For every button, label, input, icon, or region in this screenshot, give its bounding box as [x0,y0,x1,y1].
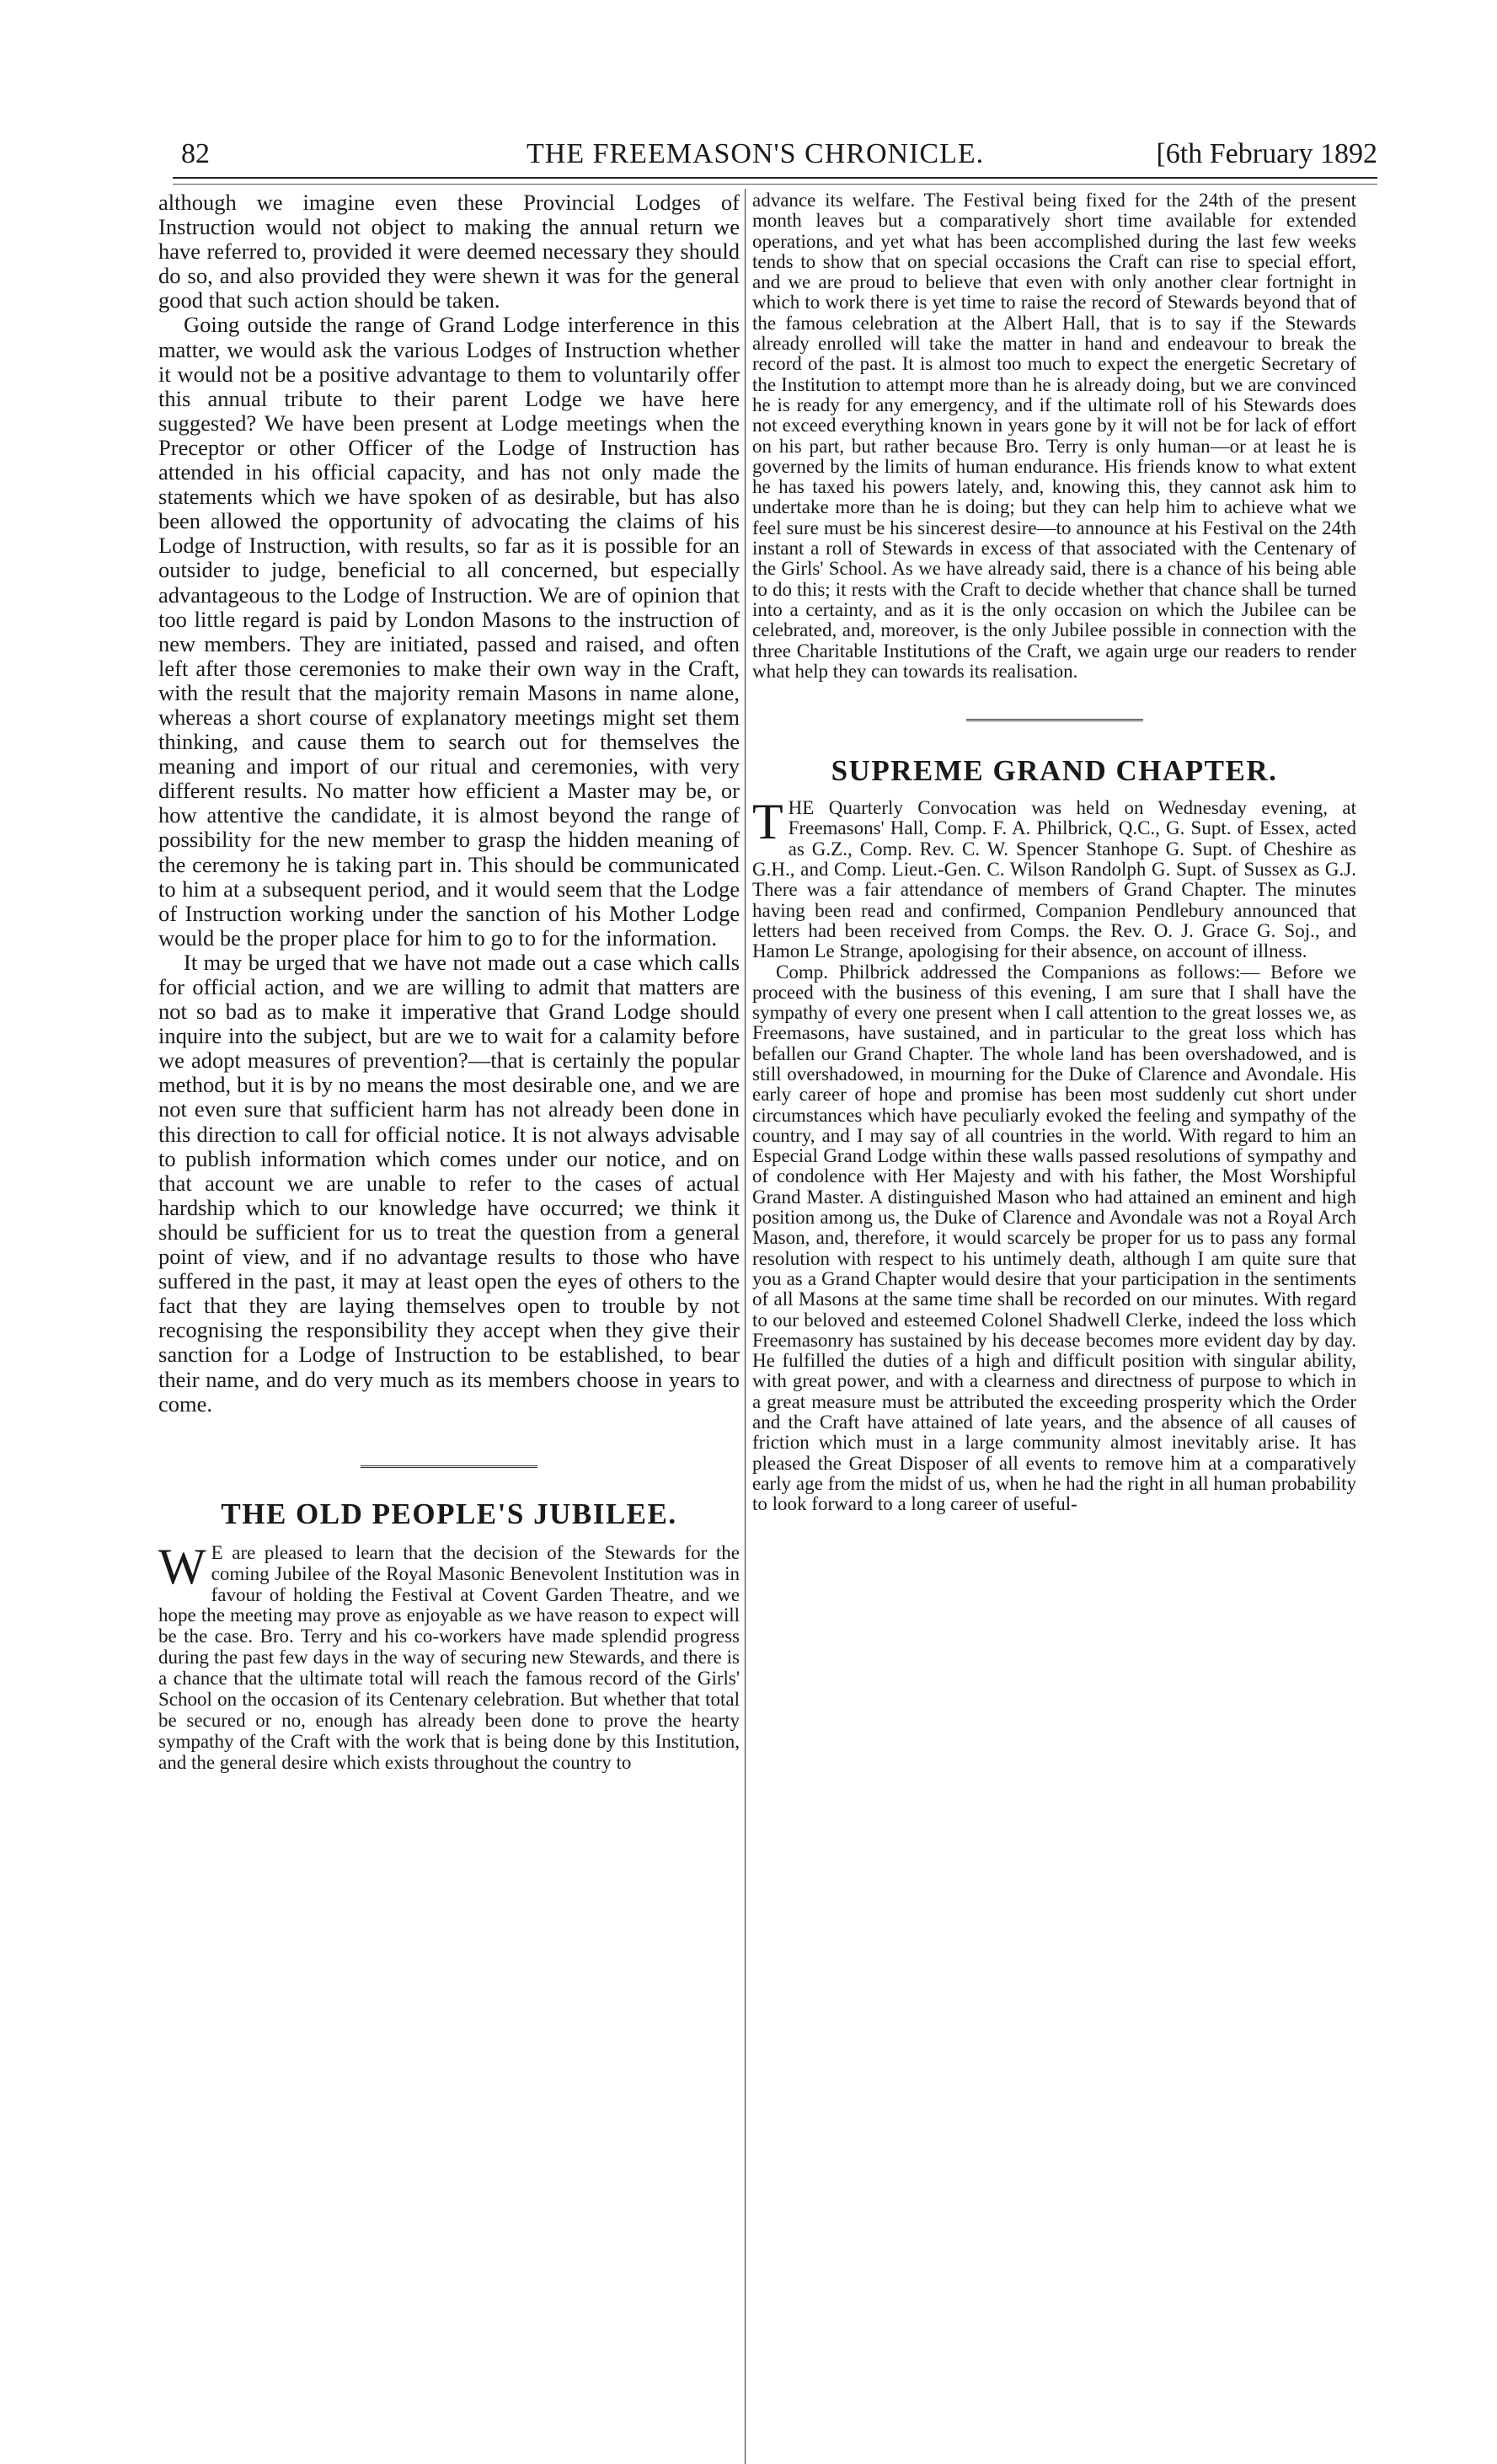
left-paragraph: although we imagine even these Provincial Lodges of Instruction would not object to making the annual return we have referred to, provided it were deemed necessary they should do so, and also provided they were shewn it was for the general good that such action should be taken. [158,190,740,313]
chapter-intro [752,794,1356,962]
chapter-heading: SUPREME GRAND CHAPTER. [831,754,1278,788]
left-paragraph: It may be urged that we have not made out a case which calls for official action, and we are willing to admit that matters are not so bad as to make it imperative that Grand Lodge should inquire into the subject, but are we to wait for a calamity before we adopt measures of prevention?—that is certainly the popular method, but it is by no means the most desirable one, and we are not even sure that sufficient harm has not already been done in this direction to call for official notice. It is not always advisable to publish information which comes under our notice, and on that account we are unable to refer to the cases of actual hardship which to our knowledge have occurred; we think it should be sufficient for us to treat the question from a general point of view, and if no advantage results to those who have suffered in the past, it may at least open the eyes of others to the fact that they are laying themselves open to trouble by not recognising the responsibility they accept when they give their sanction for a Lodge of Instruction to be established, to bear their name, and do very much as its members choose in years to come. [158,949,740,1417]
issue-date: [6th February 1892 [1156,138,1377,169]
publication-title: THE FREEMASON'S CHRONICLE. [527,138,985,169]
drop-cap: T [752,794,783,850]
section-divider [966,719,1143,726]
header-rule [173,177,1377,179]
left-paragraph: Going outside the range of Grand Lodge interference in this matter, we would ask the various Lodges of Instruction whether it would not be a positive advantage to them to voluntarily offer this annual tribute to their parent Lodge we have here suggested? We have been present at Lodge meetings when the Preceptor or other Officer of the Lodge of Instruction has attended in his official capacity, and has not only made the statements which we have spoken of as desirable, but has also been allowed the opportunity of advocating the claims of his Lodge of Instruction, with results, so far as it is possible for an outsider to judge, beneficial to all concerned, but especially advantageous to the Lodge of Instruction. We are of opinion that too little regard is paid by London Masons to the instruction of new members. They are initiated, passed and raised, and often left after those ceremonies to make their own way in the Craft, with the result that the majority remain Masons in name alone, whereas a short course of explanatory meetings might set them thinking, and cause them to search out for themselves the meaning and import of our ritual and ceremonies, with very different results. No matter how efficient a Master may be, or how attentive the candidate, it is almost beyond the range of possibility for the new member to grasp the hidden meaning of the ceremony he is taking part in. This should be communicated to him at a subsequent period, and it would seem that the Lodge of Instruction working under the sanction of his Mother Lodge would be the proper place for him to go to for the information. [158,312,740,951]
right-column [752,190,1356,1515]
chapter-intro-text: HE Quarterly Convocation was held on Wednesday evening, at Freemasons' Hall, Comp. F. A. Philbrick, Q.C., G. Supt. of Essex, acted as G.Z., Comp. Rev. C. W. Spencer Stanhope G. Supt. of Cheshire as G.H., and Comp. Lieut.-Gen. C. Wilson Randolph G. Supt. of Sussex as G.J. There was a fair attendance of members of Grand Chapter. The minutes having been read and confirmed, Companion Pendlebury announced that letters had been received from Comps. the Rev. O. J. Grace G. Soj., and Hamon Le Strange, apologising for their absence, on account of illness. [752,797,1356,962]
column-divider [745,189,746,2464]
page-number: 82 [181,138,210,169]
jubilee-continued: advance its welfare. The Festival being fixed for the 24th of the present month leaves but a comparatively short time available for extended operations, and yet what has been accomplished during the last few weeks tends to show that on special occasions the Craft can rise to special effort, and we are proud to believe that even with only another clear fortnight in which to work there is yet time to raise the record of Stewards beyond that of the famous celebration at the Albert Hall, that is to say if the Stewards already enrolled will take the matter in hand and endeavour to break the record of the past. It is almost too much to expect the energetic Secretary of the Institution to attempt more than he is already doing, but we are convinced he is ready for any emergency, and if the ultimate roll of his Stewards does not exceed everything known in years gone by it will not be for lack of effort on his part, but rather because Bro. Terry is only human—or at least he is governed by the limits of human endurance. His friends know to what extent he has taxed his powers lately, and, knowing this, they cannot ask him to undertake more than he is doing; but they can help him to achieve what we feel sure must be his sincerest desire—to announce at his Festival on the 24th instant a roll of Stewards in excess of that associated with the Centenary of the Girls' School. As we have already said, there is a chance of his being able to do this; it rests with the Craft to decide whether that chance shall be turned into a certainty, and as it is the only occasion on which the Jubilee can be celebrated, and, moreover, is the only Jubilee possible in connection with the three Charitable Institutions of the Craft, we again urge our readers to render what help they can towards its realisation. [752,190,1356,682]
left-column [158,190,740,1774]
page-header [173,135,1377,177]
jubilee-article [158,1538,740,1774]
drop-cap: W [158,1538,206,1594]
header-rule-thin [173,184,1377,185]
section-divider [361,1465,537,1472]
jubilee-heading: THE OLD PEOPLE'S JUBILEE. [221,1497,677,1530]
chapter-address: Comp. Philbrick addressed the Companions as follows:— Before we proceed with the business of this evening, I am sure that I shall have the sympathy of every one present when I call attention to the great losses we, as Freemasons, have sustained, and in particular to the great loss which has befallen our Grand Chapter. The whole land has been overshadowed, and is still overshadowed, in mourning for the Duke of Clarence and Avondale. His early career of hope and promise has been most suddenly cut short under circumstances which have peculiarly evoked the feeling and sympathy of the country, and I may say of all countries in the world. With regard to him an Especial Grand Lodge within these walls passed resolutions of sympathy and of condolence with Her Majesty and with his father, the Most Worshipful Grand Master. A distinguished Mason who had attained an eminent and high position among us, the Duke of Clarence and Avondale was not a Royal Arch Mason, and, therefore, it would scarcely be proper for us to pass any formal resolution with respect to his untimely death, although I am quite sure that you as a Grand Chapter would desire that your participation in the sentiments of all Masons at the same time shall be recorded on our minutes. With regard to our beloved and esteemed Colonel Shadwell Clerke, indeed the loss which Freemasonry has sustained by his decease becomes more evident day by day. He fulfilled the duties of a high and difficult position with singular ability, with great power, and with a clearness and directness of purpose to which in a great measure must be attributed the exceeding prosperity which the Order and the Craft have attained of late years, and the absence of all causes of friction which must in a large community almost inevitably arise. It has pleased the Great Disposer of all events to remove him at a comparatively early age from the midst of us, when he had the right in all human probability to look forward to a long career of useful- [752,961,1356,1515]
jubilee-text: E are pleased to learn that the decision of the Stewards for the coming Jubilee of the Royal Masonic Benevolent Institution was in favour of holding the Festival at Covent Garden Theatre, and we hope the meeting may prove as enjoyable as we have reason to expect will be the case. Bro. Terry and his co-workers have made splendid progress during the past few days in the way of securing new Stewards, and there is a chance that the ultimate total will reach the famous record of the Girls' School on the occasion of its Centenary celebration. But whether that total be secured or no, enough has already been done to prove the hearty sympathy of the Craft with the work that is being done by this Institution, and the general desire which exists throughout the country to [158,1541,740,1773]
